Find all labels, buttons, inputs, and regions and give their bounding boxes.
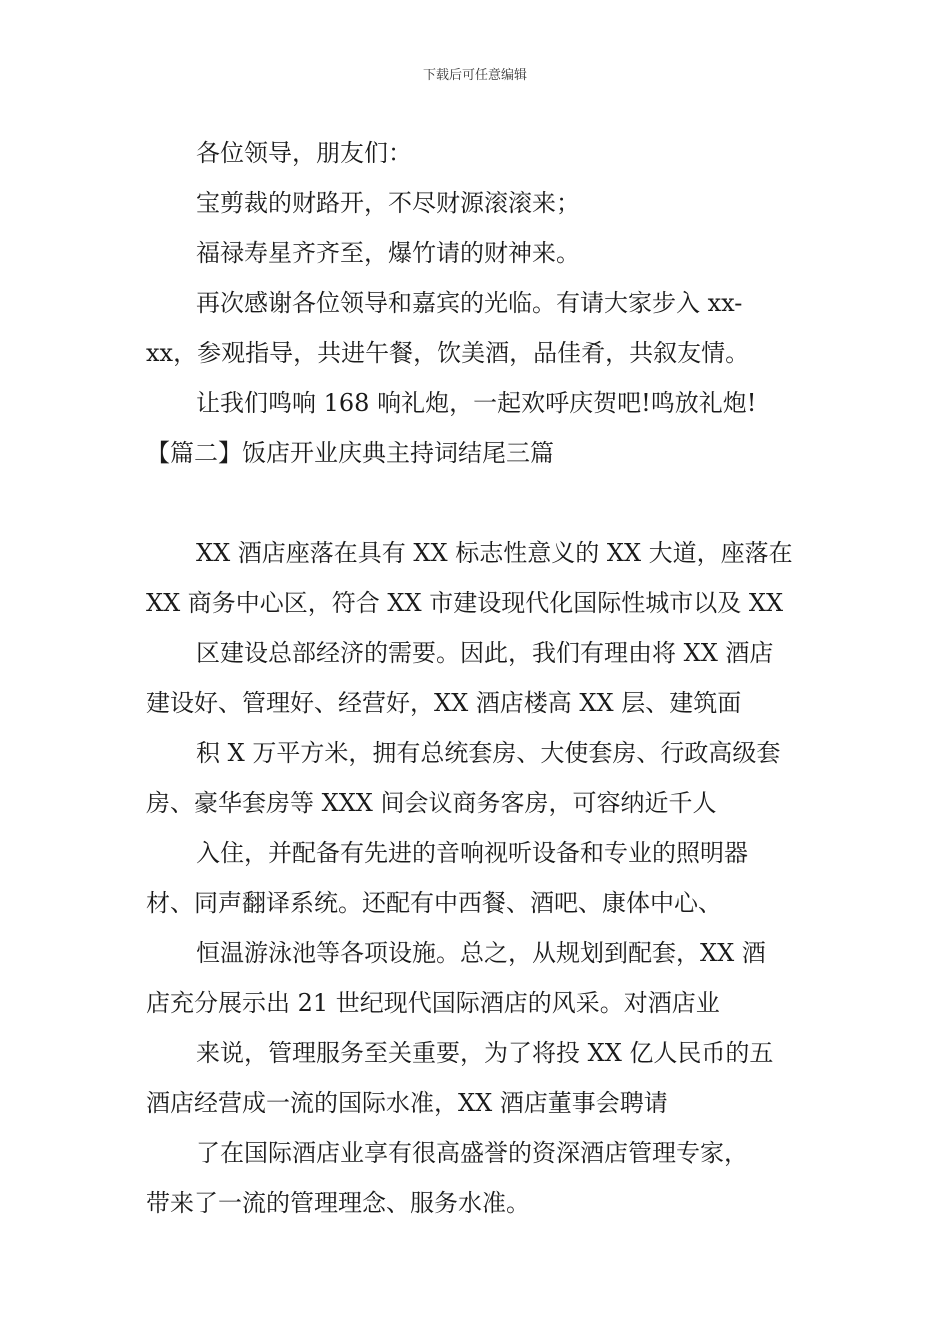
paragraph-line: 入住，并配备有先进的音响视听设备和专业的照明器 <box>196 839 748 867</box>
paragraph-line: 来说，管理服务至关重要，为了将投 XX 亿人民币的五 <box>196 1039 774 1067</box>
paragraph-line: 积 X 万平方米，拥有总统套房、大使套房、行政高级套 <box>196 739 781 767</box>
paragraph-line: 各位领导，朋友们： <box>196 139 412 167</box>
paragraph-line: 宝剪裁的财路开，不尽财源滚滚来； <box>196 189 580 217</box>
page-header: 下载后可任意编辑 <box>422 68 527 83</box>
paragraph-line: 带来了一流的管理理念、服务水准。 <box>146 1189 530 1217</box>
section-title: 【篇二】饭店开业庆典主持词结尾三篇 <box>146 439 554 467</box>
paragraph-line: 区建设总部经济的需要。因此，我们有理由将 XX 酒店 <box>196 639 774 667</box>
paragraph-line: xx，参观指导，共进午餐，饮美酒，品佳肴，共叙友情。 <box>146 339 750 367</box>
document-body <box>146 128 810 1228</box>
paragraph-line: 福禄寿星齐齐至，爆竹请的财神来。 <box>196 239 580 267</box>
paragraph-line: 恒温游泳池等各项设施。总之，从规划到配套，XX 酒 <box>196 939 766 967</box>
paragraph-line: 酒店经营成一流的国际水准，XX 酒店董事会聘请 <box>146 1089 668 1117</box>
paragraph-line: 让我们鸣响 168 响礼炮，一起欢呼庆贺吧!鸣放礼炮! <box>196 389 757 417</box>
paragraph-line: 建设好、管理好、经营好，XX 酒店楼高 XX 层、建筑面 <box>146 689 742 717</box>
paragraph-line: 店充分展示出 21 世纪现代国际酒店的风采。对酒店业 <box>146 989 720 1017</box>
paragraph-line: XX 酒店座落在具有 XX 标志性意义的 XX 大道，座落在 <box>196 539 793 567</box>
paragraph-line: 再次感谢各位领导和嘉宾的光临。有请大家步入 xx- <box>196 289 743 317</box>
paragraph-line: 房、豪华套房等 XXX 间会议商务客房，可容纳近千人 <box>146 789 717 817</box>
paragraph-line: 材、同声翻译系统。还配有中西餐、酒吧、康体中心、 <box>146 889 722 917</box>
spacer <box>146 478 810 528</box>
paragraph-line: 了在国际酒店业享有很高盛誉的资深酒店管理专家， <box>196 1139 748 1167</box>
paragraph-line: XX 商务中心区，符合 XX 市建设现代化国际性城市以及 XX <box>146 589 784 617</box>
